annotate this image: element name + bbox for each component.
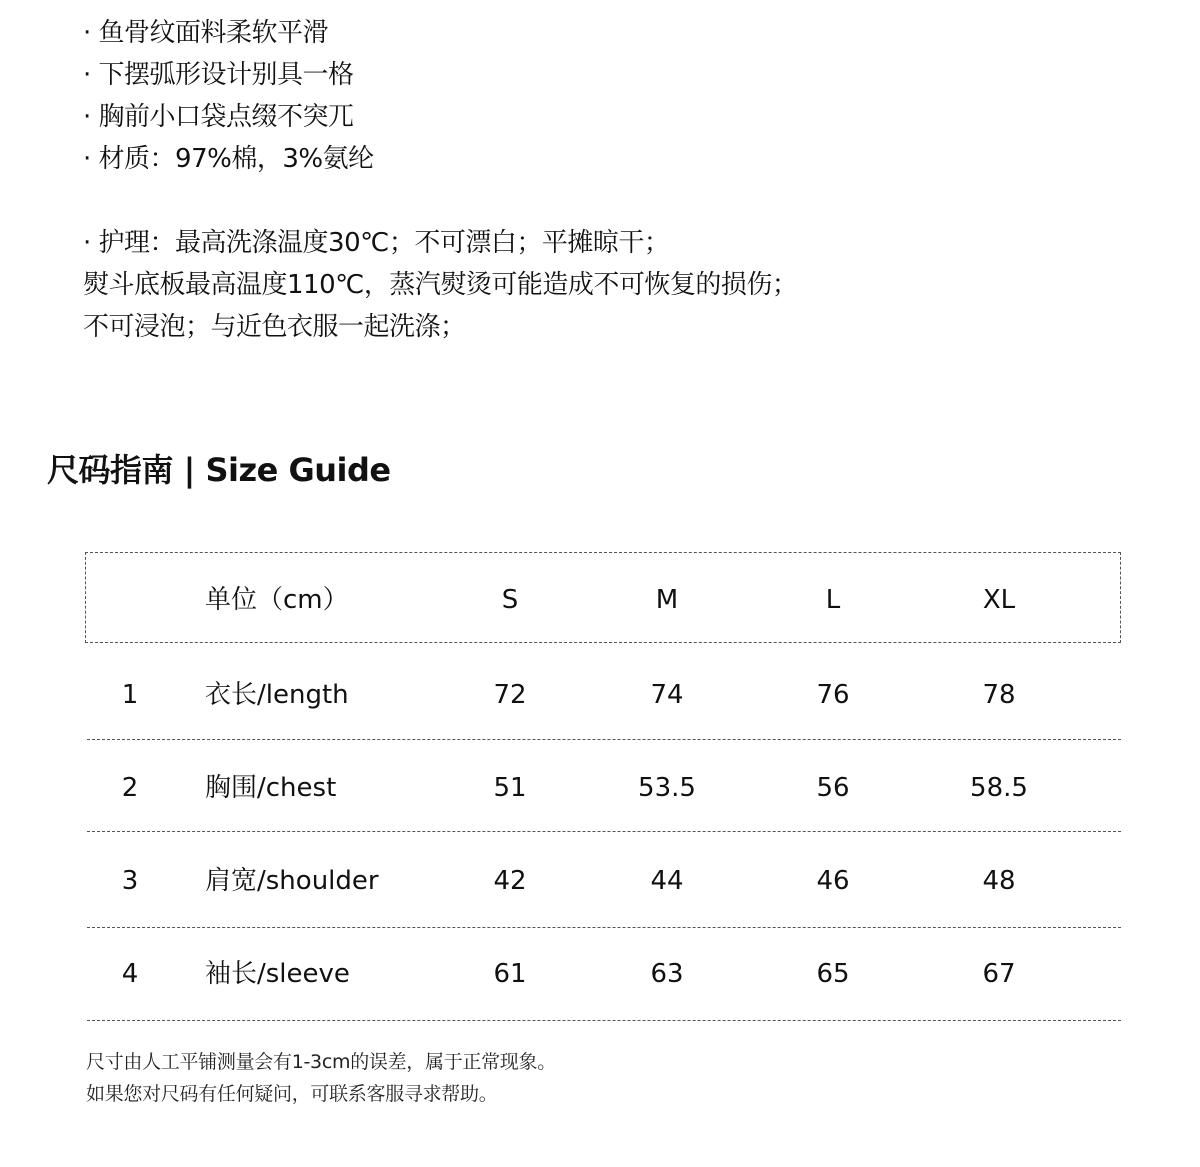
row-value-m: 63 bbox=[650, 959, 684, 989]
row-measurement-name: 袖长/sleeve bbox=[205, 959, 350, 989]
row-value-xl: 58.5 bbox=[970, 773, 1028, 803]
row-index: 1 bbox=[121, 680, 139, 710]
row-measurement-name: 胸围/chest bbox=[205, 773, 337, 803]
note-line: 尺寸由人工平铺测量会有1-3cm的误差，属于正常现象。 bbox=[86, 1051, 556, 1073]
size-header-xl: XL bbox=[982, 585, 1016, 615]
row-measurement-name: 肩宽/shoulder bbox=[205, 866, 379, 896]
feature-item: · 鱼骨纹面料柔软平滑 bbox=[83, 18, 329, 48]
note-line: 如果您对尺码有任何疑问，可联系客服寻求帮助。 bbox=[86, 1083, 498, 1105]
row-value-s: 42 bbox=[493, 866, 527, 896]
row-index: 3 bbox=[121, 866, 139, 896]
row-divider bbox=[87, 831, 1121, 832]
product-features-list bbox=[83, 12, 374, 180]
row-divider bbox=[87, 927, 1121, 928]
row-value-l: 65 bbox=[816, 959, 850, 989]
row-divider bbox=[87, 739, 1121, 740]
size-notes bbox=[86, 1046, 556, 1110]
feature-item: · 下摆弧形设计别具一格 bbox=[83, 60, 354, 90]
row-index: 4 bbox=[121, 959, 139, 989]
row-value-l: 56 bbox=[816, 773, 850, 803]
size-header-l: L bbox=[825, 585, 841, 615]
size-guide-title: 尺码指南 | Size Guide bbox=[47, 451, 391, 489]
row-value-s: 61 bbox=[493, 959, 527, 989]
row-value-xl: 67 bbox=[982, 959, 1016, 989]
row-value-l: 46 bbox=[816, 866, 850, 896]
row-value-xl: 48 bbox=[982, 866, 1016, 896]
row-divider bbox=[87, 1020, 1121, 1021]
row-value-s: 51 bbox=[493, 773, 527, 803]
care-line: 熨斗底板最高温度110℃，蒸汽熨烫可能造成不可恢复的损伤； bbox=[83, 270, 798, 300]
row-value-xl: 78 bbox=[982, 680, 1016, 710]
size-header-s: S bbox=[501, 585, 519, 615]
row-measurement-name: 衣长/length bbox=[205, 680, 349, 710]
feature-item: · 材质：97%棉，3%氨纶 bbox=[83, 144, 374, 174]
care-line: · 护理：最高洗涤温度30℃；不可漂白；平摊晾干； bbox=[83, 228, 670, 258]
row-value-m: 53.5 bbox=[638, 773, 696, 803]
row-value-m: 74 bbox=[650, 680, 684, 710]
care-instructions bbox=[83, 222, 797, 348]
row-index: 2 bbox=[121, 773, 139, 803]
row-value-l: 76 bbox=[816, 680, 850, 710]
size-header-m: M bbox=[655, 585, 679, 615]
unit-label: 单位（cm） bbox=[205, 585, 349, 615]
row-value-s: 72 bbox=[493, 680, 527, 710]
row-value-m: 44 bbox=[650, 866, 684, 896]
care-line: 不可浸泡；与近色衣服一起洗涤； bbox=[83, 312, 466, 342]
feature-item: · 胸前小口袋点缀不突兀 bbox=[83, 102, 354, 132]
